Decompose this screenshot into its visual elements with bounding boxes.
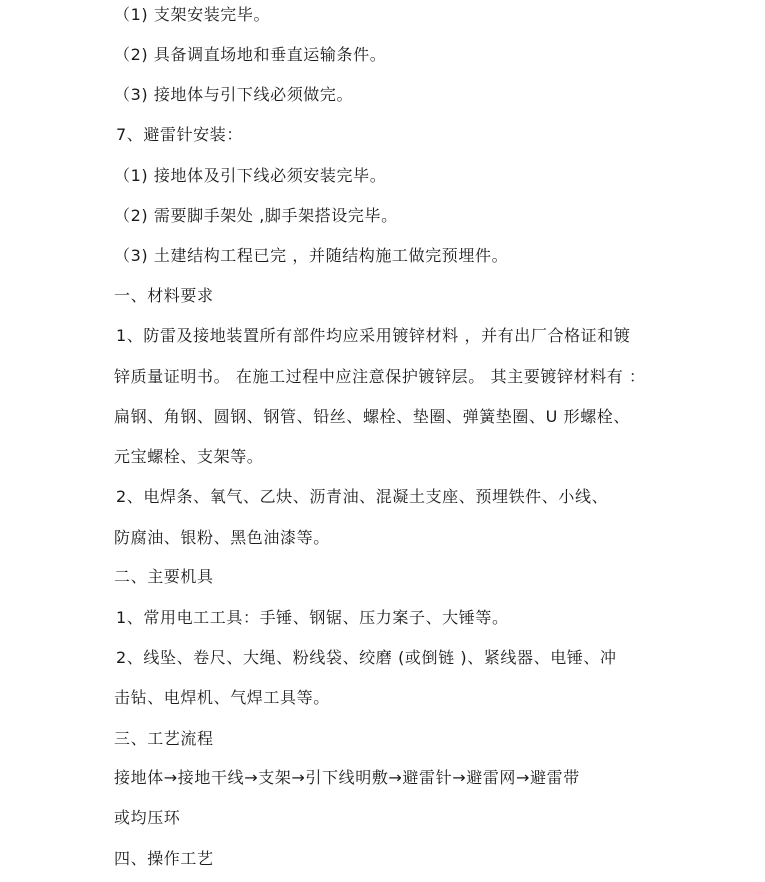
section-heading: 三、工艺流程 [114,729,214,748]
text-line: 或均压环 [114,808,181,827]
text-line: （2) 具备调直场地和垂直运输条件。 [114,45,387,64]
text-line: 元宝螺栓、支架等。 [114,447,264,466]
text-line: 1、防雷及接地装置所有部件均应采用镀锌材料 ，并有出厂合格证和镀 [116,326,631,345]
section-heading: 一、材料要求 [114,286,214,305]
text-line: （3) 土建结构工程已完 ，并随结构施工做完预埋件。 [114,246,509,265]
text-line: 锌质量证明书。 在施工过程中应注意保护镀锌层。 其主要镀锌材料有 ： [114,367,646,386]
section-heading: 7、避雷针安装： [116,125,243,144]
section-heading: 四、操作工艺 [114,849,214,868]
process-flow: 接地体→接地干线→支架→引下线明敷→避雷针→避雷网→避雷带 [114,768,580,787]
text-line: 2、线坠、卷尺、大绳、粉线袋、绞磨 (或倒链 )、紧线器、电锤、冲 [116,648,617,667]
section-heading: 二、主要机具 [114,567,214,586]
text-line: （1) 接地体及引下线必须安装完毕。 [114,166,387,185]
text-line: 扁钢、角钢、圆钢、钢管、铅丝、螺栓、垫圈、弹簧垫圈、U 形螺栓、 [114,407,630,426]
text-line: （3) 接地体与引下线必须做完。 [114,85,354,104]
text-line: （2) 需要脚手架处 ,脚手架搭设完毕。 [114,206,398,225]
text-line: 防腐油、银粉、黑色油漆等。 [114,528,330,547]
text-line: 1、常用电工工具：手锤、钢锯、压力案子、大锤等。 [116,608,509,627]
text-line: 2、电焊条、氧气、乙炔、沥青油、混凝土支座、预埋铁件、小线、 [116,487,609,506]
text-line: （1) 支架安装完毕。 [114,5,271,24]
text-line: 击钻、电焊机、气焊工具等。 [114,688,330,707]
